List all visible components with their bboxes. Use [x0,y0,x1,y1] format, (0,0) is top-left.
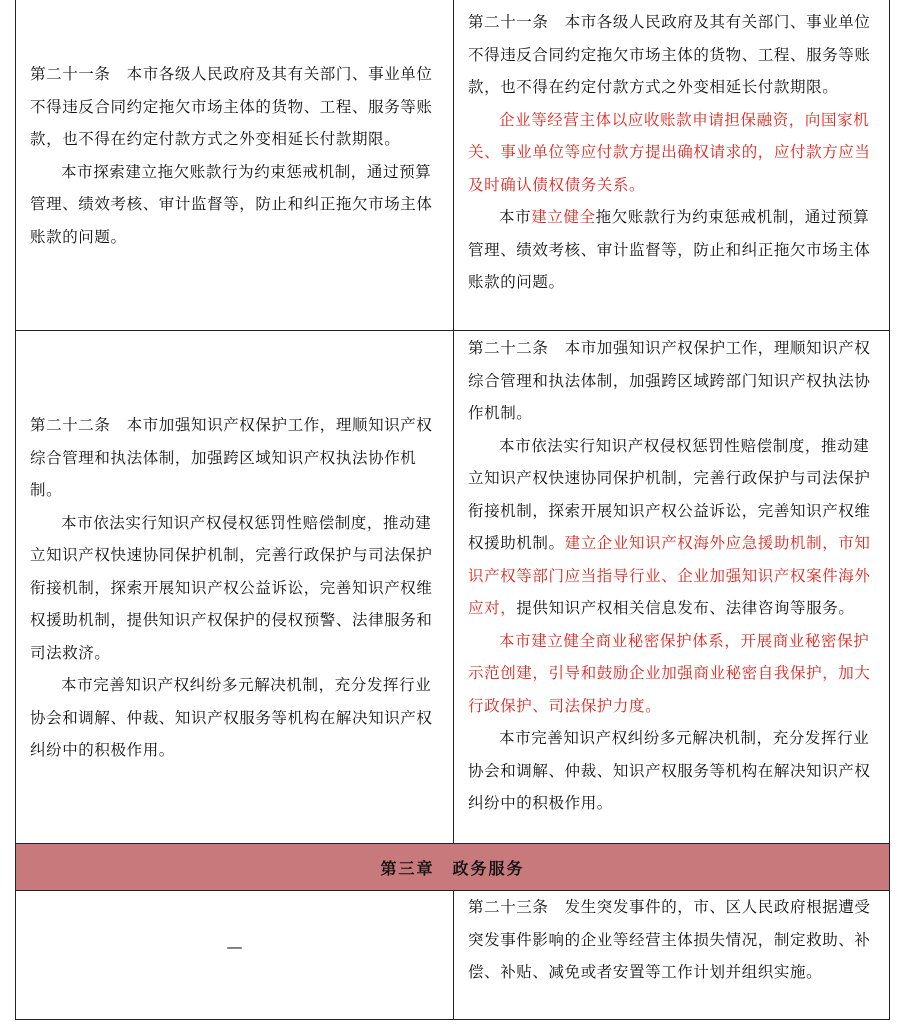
paragraph-text: 本市 [499,208,532,226]
paragraph [468,891,877,989]
table-row-article-22 [15,330,890,844]
paragraph [468,6,877,104]
paragraph [30,409,441,507]
left-text-article-22 [30,409,441,767]
paragraph-text: 拖欠账款行为约束惩戒机制，通过预算管理、绩效考核、审计监督等，防止和纠正拖欠市场主体账款的问题。 [468,208,871,291]
paragraph-text: 第二十一条 本市各级人民政府及其有关部门、事业单位不得违反合同约定拖欠市场主体的货物、工程、服务等账款，也不得在约定付款方式之外变相延长付款期限。 [30,65,433,148]
right-cell-article-23 [454,891,889,1019]
right-text-article-22 [468,332,877,820]
paragraph [468,430,877,625]
paragraph-text: 本市完善知识产权纠纷多元解决机制，充分发挥行业协会和调解、仲裁、知识产权服务等机构在解决知识产权纠纷中的积极作用。 [468,729,871,812]
paragraph-text: 本市完善知识产权纠纷多元解决机制，充分发挥行业协会和调解、仲裁、知识产权服务等机构在解决知识产权纠纷中的积极作用。 [30,676,433,759]
right-text-article-23 [468,891,877,989]
amended-text: 建立健全 [531,208,596,226]
paragraph [30,669,441,767]
left-cell-article-23 [16,891,454,1019]
paragraph [30,58,441,156]
paragraph [468,201,877,299]
paragraph [468,104,877,202]
left-cell-article-22 [16,331,454,843]
amended-text: 企业等经营主体以应收账款申请担保融资，向国家机关、事业单位等应付款方提出确权请求的，应付款方应当及时确认债权债务关系。 [468,110,871,194]
right-text-article-21 [468,6,877,299]
right-cell-article-22 [454,331,889,843]
paragraph [468,625,877,723]
paragraph-text: 第二十一条 本市各级人民政府及其有关部门、事业单位不得违反合同约定拖欠市场主体的货物、工程、服务等账款，也不得在约定付款方式之外变相延长付款期限。 [468,13,871,96]
paragraph-text: 第二十三条 发生突发事件的，市、区人民政府根据遭受突发事件影响的企业等经营主体损失情况，制定救助、补偿、补贴、减免或者安置等工作计划并组织实施。 [468,898,871,981]
paragraph-text: 提供知识产权相关信息发布、法律咨询等服务。 [516,599,855,617]
right-cell-article-21 [454,0,889,330]
paragraph [30,156,441,254]
chapter-title: 第三章 政务服务 [15,843,890,891]
table-row-article-23 [15,890,890,1020]
table-row-article-21 [15,0,890,331]
amended-text: 本市建立健全商业秘密保护体系，开展商业秘密保护示范创建，引导和鼓励企业加强商业秘密自我保护，加大行政保护、司法保护力度。 [468,631,871,715]
paragraph [468,332,877,430]
paragraph-text: 本市依法实行知识产权侵权惩罚性赔偿制度，推动建立知识产权快速协同保护机制，完善行政保护与司法保护衔接机制，探索开展知识产权公益诉讼，完善知识产权维权援助机制，提供知识产权保护的侵权预警、法律服务和司法救济。 [30,513,433,662]
paragraph-text: 第二十二条 本市加强知识产权保护工作，理顺知识产权综合管理和执法体制，加强跨区域知识产权执法协作机制。 [30,416,433,499]
paragraph-text: 本市依法实行知识产权侵权惩罚性赔偿制度，推动建立知识产权快速协同保护机制，完善行政保护与司法保护衔接机制，探索开展知识产权公益诉讼，完善知识产权维权援助机制。 [468,436,871,552]
empty-marker: — [226,937,243,956]
paragraph-text: 第二十二条 本市加强知识产权保护工作，理顺知识产权综合管理和执法体制，加强跨区域跨部门知识产权执法协作机制。 [468,339,871,422]
paragraph-text: 本市探索建立拖欠账款行为约束惩戒机制，通过预算管理、绩效考核、审计监督等，防止和纠正拖欠市场主体账款的问题。 [30,162,433,246]
left-text-article-21 [30,58,441,253]
paragraph [468,722,877,820]
amended-text: 建立企业知识产权海外应急援助机制，市知识产权等部门应当指导行业、企业加强知识产权案件海外应对， [468,534,871,617]
paragraph [30,507,441,670]
left-cell-article-21 [16,0,454,330]
